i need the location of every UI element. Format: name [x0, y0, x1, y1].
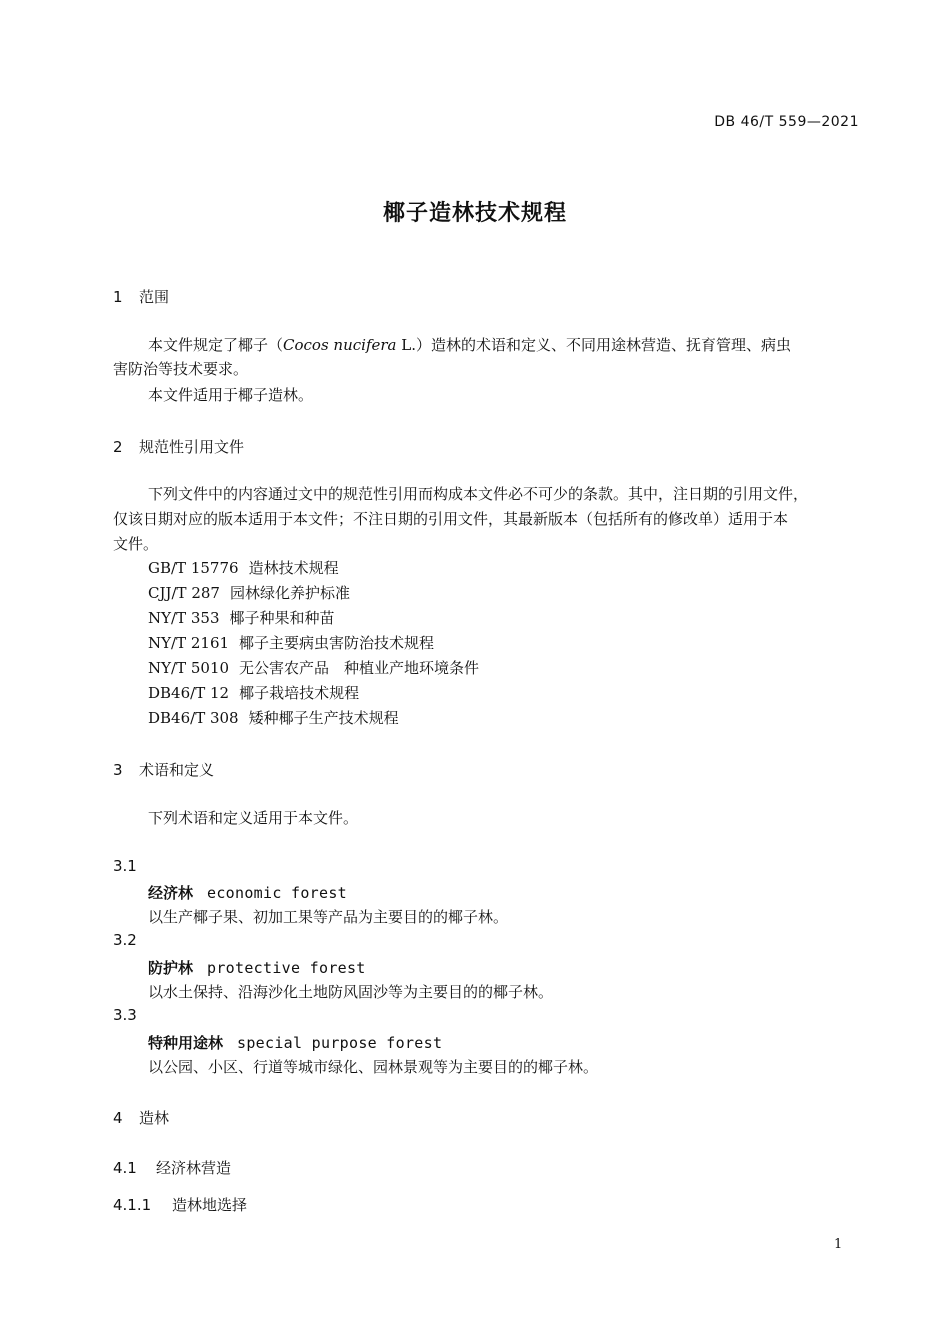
- document-code: DB 46/T 559—2021: [714, 114, 859, 130]
- latin-name: Cocos nucifera: [283, 336, 397, 354]
- section-number: 4: [113, 1109, 123, 1127]
- text-run: L.）造林的术语和定义、不同用途林营造、抚育管理、病虫: [396, 336, 791, 354]
- subsection-number: 4.1: [113, 1159, 137, 1177]
- reference-code: NY/T 5010: [148, 659, 230, 677]
- reference-title: 椰子种果和种苗: [229, 609, 335, 627]
- section-title: 规范性引用文件: [139, 438, 245, 456]
- term-definition: 以公园、小区、行道等城市绿化、园林景观等为主要目的的椰子林。: [148, 1058, 599, 1076]
- subsection-title: 造林地选择: [172, 1196, 248, 1214]
- term-number: 3.3: [113, 1006, 137, 1024]
- scope-paragraph-line-1: [148, 333, 791, 358]
- section-number: 1: [113, 288, 123, 306]
- reference-item: [148, 682, 359, 703]
- subsection-4-1-1-heading: [113, 1194, 247, 1215]
- term-english: special purpose forest: [237, 1034, 443, 1052]
- term-chinese: 经济林: [148, 884, 194, 902]
- reference-code: NY/T 353: [148, 609, 220, 627]
- reference-code: DB46/T 12: [148, 684, 230, 702]
- references-paragraph-line-3: 文件。: [113, 535, 159, 553]
- reference-item: [148, 607, 335, 628]
- section-2-heading: [113, 436, 244, 457]
- subsection-title: 经济林营造: [156, 1159, 232, 1177]
- reference-title: 矮种椰子生产技术规程: [248, 709, 399, 727]
- reference-item: [148, 707, 399, 728]
- term-definition: 以生产椰子果、初加工果等产品为主要目的的椰子林。: [148, 908, 509, 926]
- document-title: 椰子造林技术规程: [382, 201, 567, 226]
- section-title: 术语和定义: [139, 761, 215, 779]
- term-number: 3.2: [113, 931, 137, 949]
- page-number: 1: [834, 1237, 843, 1252]
- reference-title: 造林技术规程: [248, 559, 339, 577]
- reference-title: 椰子主要病虫害防治技术规程: [239, 634, 435, 652]
- reference-title: 无公害农产品 种植业产地环境条件: [239, 659, 480, 677]
- reference-title: 园林绿化养护标准: [229, 584, 350, 602]
- reference-code: GB/T 15776: [148, 559, 239, 577]
- term-english: economic forest: [207, 884, 347, 902]
- scope-paragraph-line-2: 害防治等技术要求。: [113, 360, 249, 378]
- reference-item: [148, 582, 350, 603]
- section-number: 2: [113, 438, 123, 456]
- term-number: 3.1: [113, 857, 137, 875]
- section-title: 范围: [139, 288, 170, 306]
- section-3-heading: [113, 759, 214, 780]
- section-4-heading: [113, 1107, 169, 1128]
- subsection-4-1-heading: [113, 1157, 231, 1178]
- term-chinese: 防护林: [148, 959, 194, 977]
- term-heading: [148, 1032, 442, 1053]
- term-heading: [148, 882, 347, 903]
- section-1-heading: [113, 286, 169, 307]
- scope-applicability: 本文件适用于椰子造林。: [148, 386, 314, 404]
- section-number: 3: [113, 761, 123, 779]
- section-title: 造林: [139, 1109, 170, 1127]
- reference-title: 椰子栽培技术规程: [239, 684, 360, 702]
- term-chinese: 特种用途林: [148, 1034, 224, 1052]
- reference-item: [148, 657, 479, 678]
- term-heading: [148, 957, 366, 978]
- term-english: protective forest: [207, 959, 366, 977]
- text-run: 本文件规定了椰子（: [148, 336, 284, 354]
- references-paragraph-line-1: 下列文件中的内容通过文中的规范性引用而构成本文件必不可少的条款。其中，注日期的引用文件，: [148, 485, 809, 503]
- reference-code: NY/T 2161: [148, 634, 230, 652]
- reference-code: CJJ/T 287: [148, 584, 220, 602]
- term-definition: 以水土保持、沿海沙化土地防风固沙等为主要目的的椰子林。: [148, 983, 554, 1001]
- terms-intro: 下列术语和定义适用于本文件。: [148, 809, 359, 827]
- references-paragraph-line-2: 仅该日期对应的版本适用于本文件；不注日期的引用文件，其最新版本（包括所有的修改单）适用于本: [113, 510, 789, 528]
- reference-code: DB46/T 308: [148, 709, 239, 727]
- reference-item: [148, 632, 434, 653]
- reference-item: [148, 557, 339, 578]
- subsection-number: 4.1.1: [113, 1196, 152, 1214]
